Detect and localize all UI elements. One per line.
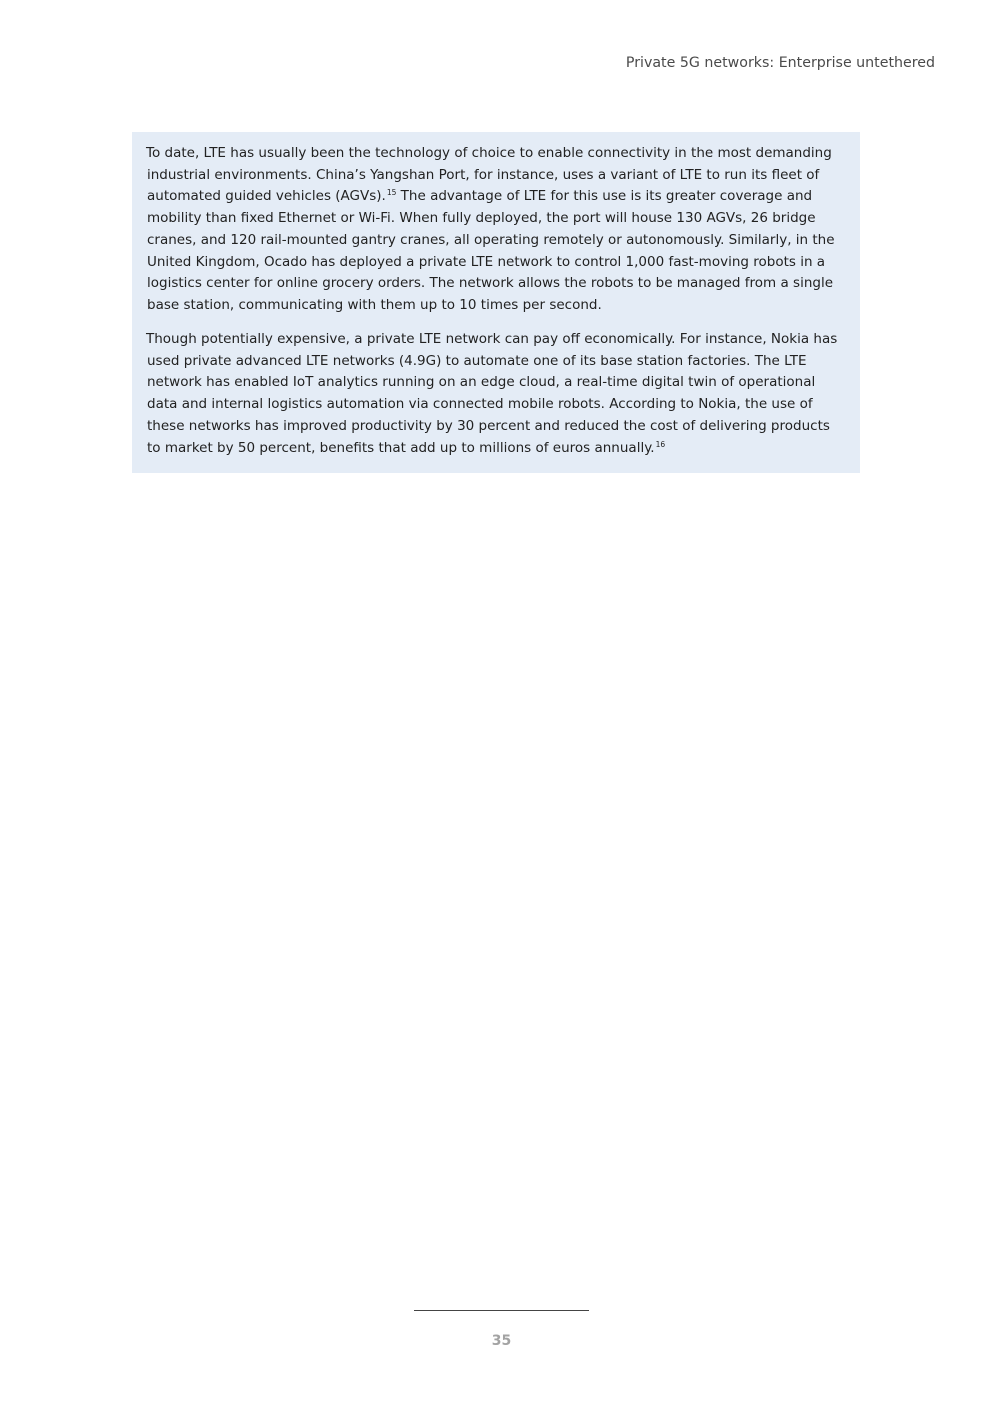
paragraph-text: To date, LTE has usually been the technology of choice to enable connectivity in the most demanding industrial environments. China’s Yangshan Port, for instance, uses a variant of LTE to run its fleet of automated guided vehicles (AGVs). [146, 145, 832, 205]
sidebar-paragraph [147, 143, 846, 317]
sidebar-box [132, 132, 860, 473]
page-number: 35 [491, 1333, 512, 1349]
footer-rule [414, 1310, 589, 1311]
paragraph-text: Though potentially expensive, a private LTE network can pay off economically. For instance, Nokia has used private advanced LTE networks (4.9G) to automate one of its base station factories. The LTE network has enabled IoT analytics running on an edge cloud, a real-time digital twin of operational data and internal logistics automation via connected mobile robots. According to Nokia, the use of these networks has improved productivity by 30 percent and reduced the cost of delivering products to market by 50 percent, benefits that add up to millions of euros annually. [146, 331, 838, 456]
paragraph-text: The advantage of LTE for this use is its greater coverage and mobility than fixed Ethernet or Wi-Fi. When fully deployed, the port will house 130 AGVs, 26 bridge cranes, and 120 rail-mounted gantry cranes, all operating remotely or autonomously. Similarly, in the United Kingdom, Ocado has deployed a private LTE network to control 1,000 fast-moving robots in a logistics center for online grocery orders. The network allows the robots to be managed from a single base station, communicating with them up to 10 times per second. [147, 188, 835, 313]
sidebar-paragraph [147, 329, 846, 459]
footnote-ref[interactable]: 15 [386, 188, 397, 198]
running-header: Private 5G networks: Enterprise untethered [625, 55, 935, 71]
footnote-ref[interactable]: 16 [655, 439, 666, 449]
